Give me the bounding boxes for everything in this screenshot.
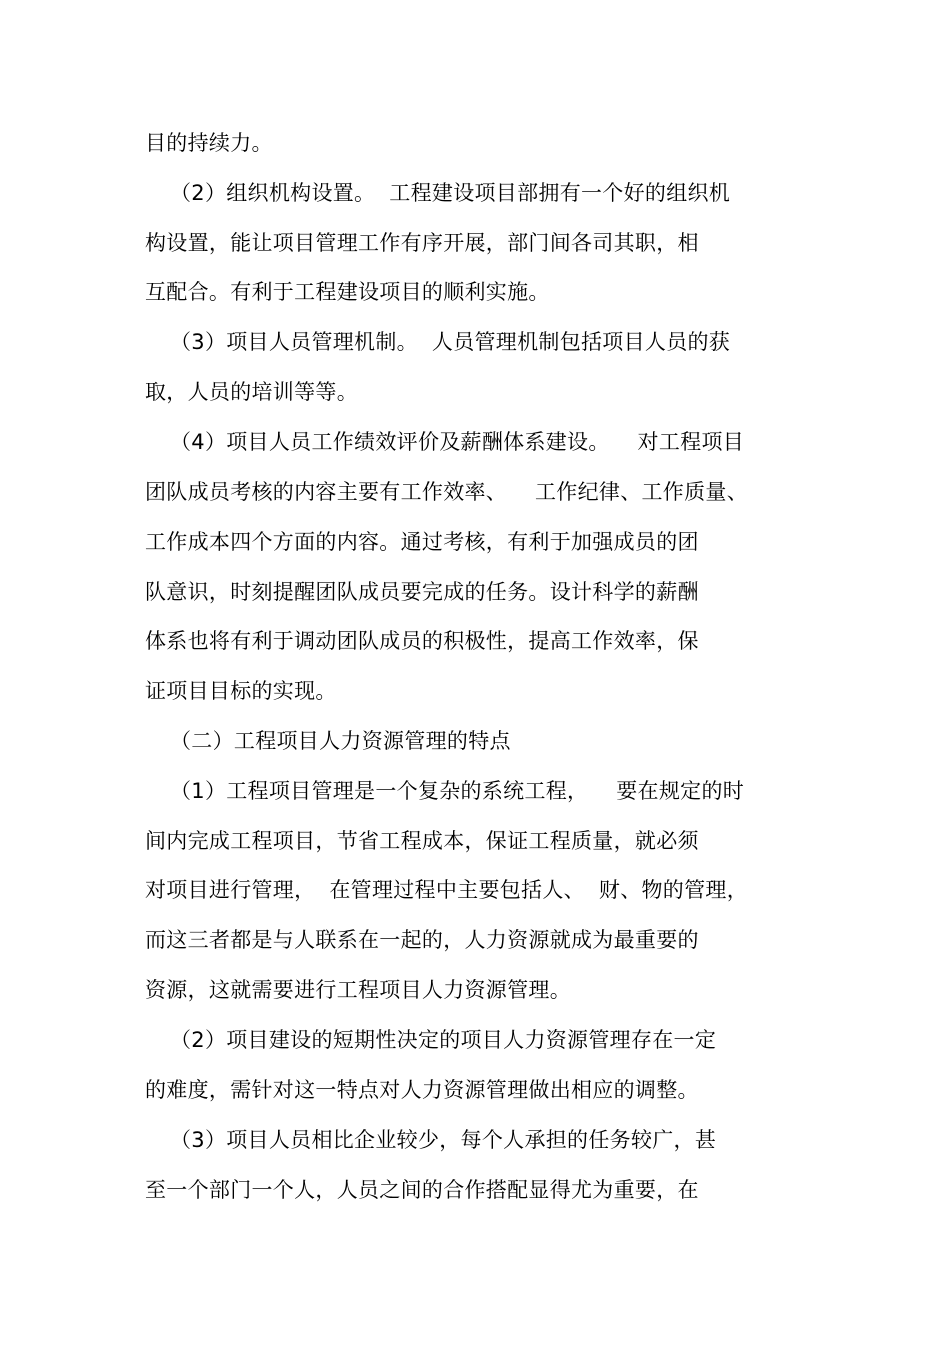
text-line: 互配合。有利于工程建设项目的顺利实施。 xyxy=(145,280,550,304)
text-line: 的难度，需针对这一特点对人力资源管理做出相应的调整。 xyxy=(145,1078,699,1102)
text-line: 构设置，能让项目管理工作有序开展，部门间各司其职，相 xyxy=(145,231,699,255)
text-line: 取，人员的培训等等。 xyxy=(145,380,358,404)
text-line: 而这三者都是与人联系在一起的，人力资源就成为最重要的 xyxy=(145,928,699,952)
text-line: 资源，这就需要进行工程项目人力资源管理。 xyxy=(145,978,571,1002)
paragraph-first-line: （3）项目人员管理机制。 人员管理机制包括项目人员的获 xyxy=(170,330,731,354)
paragraph-first-line: （2）组织机构设置。 工程建设项目部拥有一个好的组织机 xyxy=(170,181,731,205)
paragraph-first-line: （1）工程项目管理是一个复杂的系统工程， 要在规定的时 xyxy=(170,779,745,803)
paragraph-first-line: （3）项目人员相比企业较少，每个人承担的任务较广，甚 xyxy=(170,1128,717,1152)
text-line: 间内完成工程项目，节省工程成本，保证工程质量，就必须 xyxy=(145,829,699,853)
text-line: 至一个部门一个人，人员之间的合作搭配显得尤为重要，在 xyxy=(145,1178,699,1202)
text-line: 队意识，时刻提醒团队成员要完成的任务。设计科学的薪酬 xyxy=(145,580,699,604)
text-line: 目的持续力。 xyxy=(145,131,273,155)
text-line: 体系也将有利于调动团队成员的积极性，提高工作效率，保 xyxy=(145,629,699,653)
section-heading: （二）工程项目人力资源管理的特点 xyxy=(170,729,511,753)
text-line: 团队成员考核的内容主要有工作效率、 工作纪律、工作质量、 xyxy=(145,480,748,504)
paragraph-first-line: （2）项目建设的短期性决定的项目人力资源管理存在一定 xyxy=(170,1028,717,1052)
text-line: 对项目进行管理， 在管理过程中主要包括人、 财、物的管理， xyxy=(145,878,748,902)
text-line: 工作成本四个方面的内容。通过考核，有利于加强成员的团 xyxy=(145,530,699,554)
paragraph-first-line: （4）项目人员工作绩效评价及薪酬体系建设。 对工程项目 xyxy=(170,430,745,454)
text-line: 证项目目标的实现。 xyxy=(145,679,337,703)
